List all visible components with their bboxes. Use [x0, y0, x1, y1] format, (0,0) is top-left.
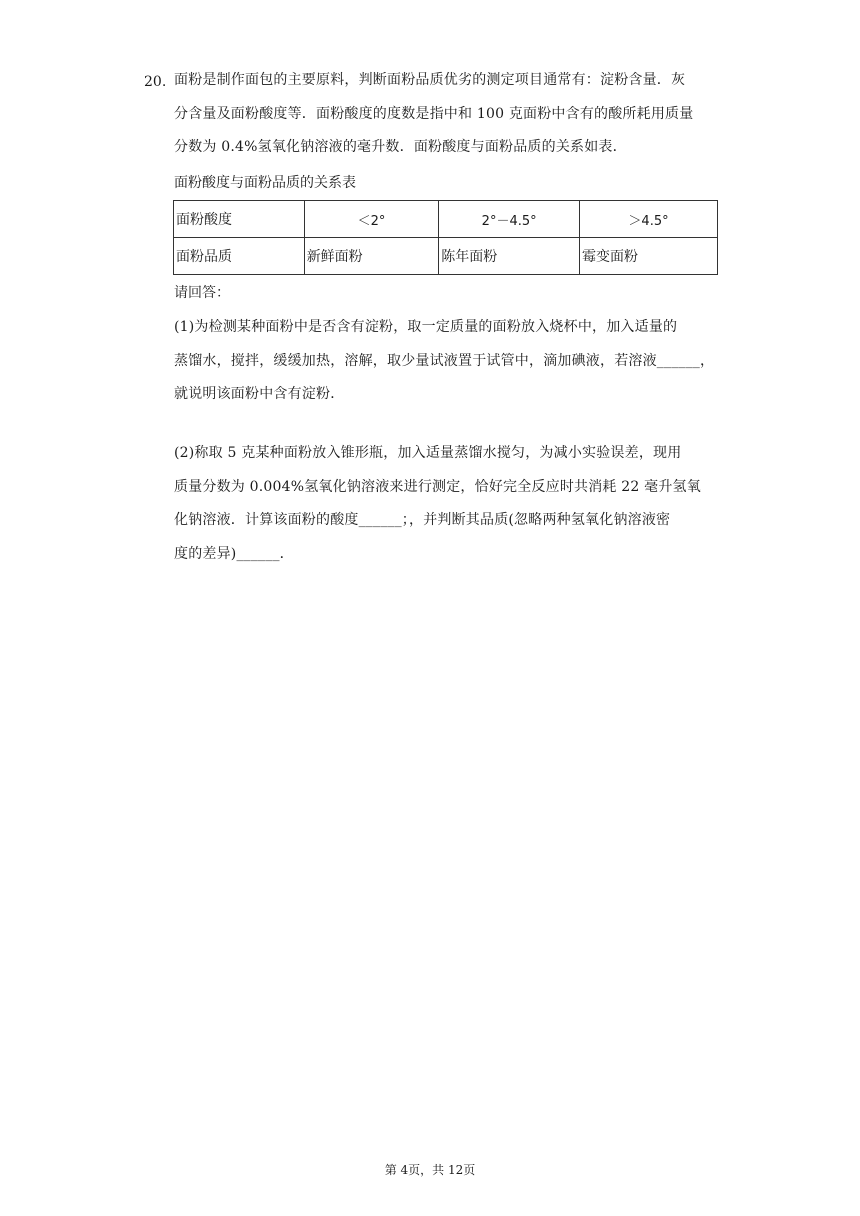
- question-number: 20.: [144, 74, 167, 90]
- table-cell: 2°－4.5°: [439, 201, 580, 238]
- part2-line: (2)称取 5 克某种面粉放入锥形瓶，加入适量蒸馏水搅匀，为减小实验误差，现用: [174, 445, 682, 461]
- table-cell: 面粉品质: [174, 238, 305, 275]
- table-caption: 面粉酸度与面粉品质的关系表: [174, 175, 356, 191]
- intro-line: 分含量及面粉酸度等．面粉酸度的度数是指中和 100 克面粉中含有的酸所耗用质量: [174, 105, 694, 122]
- part1-line: (1)为检测某种面粉中是否含有淀粉，取一定质量的面粉放入烧杯中，加入适量的: [174, 319, 678, 335]
- page-footer: 第 4页，共 12页: [384, 1163, 476, 1177]
- question-intro: [174, 64, 719, 165]
- table-row: [174, 201, 718, 238]
- part1-line: 蒸馏水，搅拌，缓缓加热，溶解，取少量试液置于试管中，滴加碘液，若溶液______，: [174, 352, 715, 369]
- answer-prompt: 请回答：: [174, 285, 230, 301]
- part2-line: 化钠溶液．计算该面粉的酸度______；，并判断其品质(忽略两种氢氧化钠溶液密: [174, 512, 671, 528]
- table-cell: ＜2°: [304, 201, 439, 238]
- table-row: [174, 238, 718, 275]
- part-1: [174, 311, 719, 412]
- table-cell: 面粉酸度: [174, 201, 305, 238]
- table-cell: 新鲜面粉: [304, 238, 439, 275]
- intro-line: 面粉是制作面包的主要原料，判断面粉品质优劣的测定项目通常有：淀粉含量．灰: [174, 72, 686, 88]
- table-cell: 陈年面粉: [439, 238, 580, 275]
- part2-line: 质量分数为 0.004%氢氧化钠溶液来进行测定，恰好完全反应时共消耗 22 毫升氢氧: [174, 478, 701, 495]
- part-2: [174, 437, 719, 571]
- part2-line: 度的差异)______．: [174, 545, 294, 562]
- table-cell: 霉变面粉: [580, 238, 718, 275]
- table-cell: ＞4.5°: [580, 201, 718, 238]
- acidity-quality-table: [173, 200, 718, 275]
- part1-line: 就说明该面粉中含有淀粉．: [174, 386, 345, 402]
- intro-line: 分数为 0.4%氢氧化钠溶液的毫升数．面粉酸度与面粉品质的关系如表．: [174, 139, 627, 155]
